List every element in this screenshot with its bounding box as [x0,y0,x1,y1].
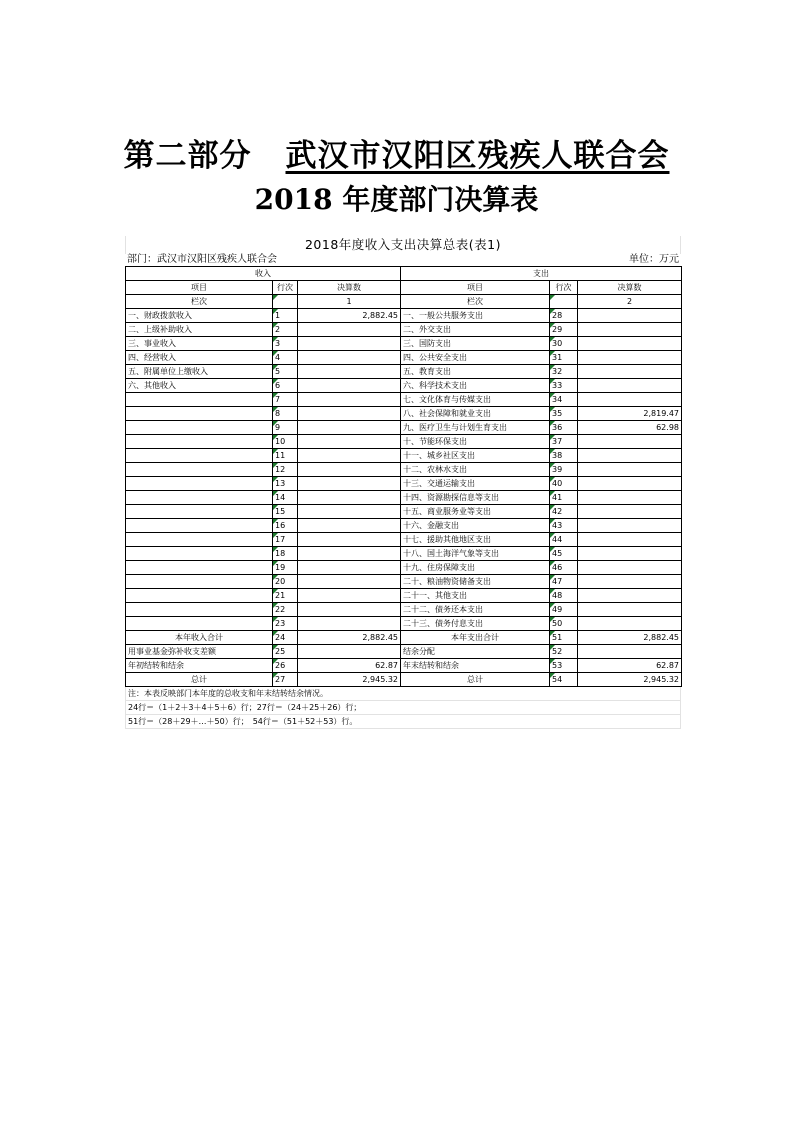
income-line: 11 [273,449,298,463]
income-amount [298,561,401,575]
expense-amount [578,561,682,575]
title-part: 第二部分 [123,138,252,174]
column-header-row [126,281,682,295]
expense-line: 44 [550,533,578,547]
income-amount [298,421,401,435]
expense-line: 38 [550,449,578,463]
expense-amount [578,309,682,323]
income-amount [298,547,401,561]
table-row [126,519,682,533]
income-line: 6 [273,379,298,393]
table-row [126,589,682,603]
income-total-line: 26 [273,659,298,673]
expense-item: 五、教育支出 [401,365,550,379]
expense-line: 43 [550,519,578,533]
income-total-item: 用事业基金弥补收支差额 [126,645,273,659]
income-item: 一、财政拨款收入 [126,309,273,323]
income-item [126,505,273,519]
expense-item: 十四、资源勘探信息等支出 [401,491,550,505]
income-line: 21 [273,589,298,603]
income-line: 10 [273,435,298,449]
expense-line: 40 [550,477,578,491]
income-item [126,603,273,617]
income-amount [298,365,401,379]
expense-line: 29 [550,323,578,337]
expense-line: 39 [550,463,578,477]
expense-amount [578,589,682,603]
expense-total-item: 总计 [401,673,550,687]
income-item [126,575,273,589]
page-title [0,136,793,176]
expense-line: 48 [550,589,578,603]
note-line: 51行＝（28＋29＋…＋50）行； 54行＝（51＋52＋53）行。 [125,715,681,729]
expense-amount [578,463,682,477]
expense-amount [578,547,682,561]
table-row [126,477,682,491]
income-line: 2 [273,323,298,337]
income-item [126,547,273,561]
total-row [126,659,682,673]
income-amount [298,463,401,477]
expense-amount [578,617,682,631]
expense-amount [578,337,682,351]
expense-item: 十、节能环保支出 [401,435,550,449]
income-line: 16 [273,519,298,533]
income-item [126,519,273,533]
income-item [126,561,273,575]
income-amount [298,505,401,519]
income-line: 13 [273,477,298,491]
income-total-item: 本年收入合计 [126,631,273,645]
income-item [126,463,273,477]
expense-index-blank [550,295,578,309]
table-row [126,435,682,449]
expense-line: 37 [550,435,578,449]
table-row [126,393,682,407]
expense-total-amount: 2,882.45 [578,631,682,645]
expense-total-amount [578,645,682,659]
income-amount [298,533,401,547]
income-item: 五、附属单位上缴收入 [126,365,273,379]
expense-line: 50 [550,617,578,631]
total-row [126,673,682,687]
income-amount [298,519,401,533]
income-line: 17 [273,533,298,547]
expense-amount: 62.98 [578,421,682,435]
income-amount [298,337,401,351]
column-index-row [126,295,682,309]
income-item [126,477,273,491]
income-item: 六、其他收入 [126,379,273,393]
expense-amount [578,575,682,589]
table-row [126,323,682,337]
table-body [126,309,682,687]
income-line: 23 [273,617,298,631]
income-amount: 2,882.45 [298,309,401,323]
expense-item: 七、文化体育与传媒支出 [401,393,550,407]
page-subtitle: 2018 年度部门决算表 [254,183,539,216]
income-line: 9 [273,421,298,435]
expense-amount [578,449,682,463]
expense-index-number: 2 [578,295,682,309]
table-row [126,491,682,505]
income-amount [298,435,401,449]
income-line: 15 [273,505,298,519]
income-line: 1 [273,309,298,323]
expense-total-item: 本年支出合计 [401,631,550,645]
table-title: 2018年度收入支出决算总表(表1) [125,236,681,254]
expense-amount [578,603,682,617]
income-amount [298,477,401,491]
income-total-line: 25 [273,645,298,659]
note-line: 24行＝（1＋2＋3＋4＋5＋6）行；27行＝（24＋25＋26）行； [125,701,681,715]
table-row [126,505,682,519]
expense-item: 八、社会保障和就业支出 [401,407,550,421]
unit-label: 单位：万元 [629,254,679,265]
budget-sheet [125,236,681,729]
income-item: 四、经营收入 [126,351,273,365]
income-total-amount: 2,945.32 [298,673,401,687]
income-amount [298,323,401,337]
table-row [126,463,682,477]
income-line: 8 [273,407,298,421]
table-row [126,337,682,351]
table-row [126,365,682,379]
income-total-amount: 2,882.45 [298,631,401,645]
expense-item: 十六、金融支出 [401,519,550,533]
expense-amount [578,351,682,365]
income-line: 3 [273,337,298,351]
expense-amount [578,393,682,407]
income-item [126,407,273,421]
income-total-item: 年初结转和结余 [126,659,273,673]
income-total-line: 27 [273,673,298,687]
expense-item: 一、一般公共服务支出 [401,309,550,323]
table-row [126,533,682,547]
expense-total-amount: 62.87 [578,659,682,673]
table-row [126,547,682,561]
income-amount [298,491,401,505]
expense-item: 十一、城乡社区支出 [401,449,550,463]
income-index-blank [273,295,298,309]
income-item [126,435,273,449]
title-org: 武汉市汉阳区残疾人联合会 [285,138,670,174]
expense-index-label: 栏次 [401,295,550,309]
table-row [126,407,682,421]
expense-line: 46 [550,561,578,575]
income-item [126,421,273,435]
expense-section-header: 支出 [401,267,682,281]
expense-line: 42 [550,505,578,519]
income-index-number: 1 [298,295,401,309]
table-row [126,603,682,617]
expense-amount: 2,819.47 [578,407,682,421]
income-line: 12 [273,463,298,477]
expense-line: 35 [550,407,578,421]
expense-item: 二十三、债务付息支出 [401,617,550,631]
expense-item: 十三、交通运输支出 [401,477,550,491]
expense-line: 30 [550,337,578,351]
expense-amount [578,533,682,547]
expense-item: 六、科学技术支出 [401,379,550,393]
income-total-item: 总计 [126,673,273,687]
income-amount [298,617,401,631]
income-amount [298,351,401,365]
expense-line: 33 [550,379,578,393]
table-row [126,379,682,393]
income-index-label: 栏次 [126,295,273,309]
table-meta [125,254,681,266]
income-item [126,491,273,505]
expense-total-amount: 2,945.32 [578,673,682,687]
expense-line: 47 [550,575,578,589]
expense-col-line: 行次 [550,281,578,295]
income-line: 4 [273,351,298,365]
income-item [126,533,273,547]
expense-total-line: 54 [550,673,578,687]
expense-item: 九、医疗卫生与计划生育支出 [401,421,550,435]
expense-amount [578,435,682,449]
income-line: 19 [273,561,298,575]
expense-total-line: 53 [550,659,578,673]
expense-line: 28 [550,309,578,323]
income-item [126,449,273,463]
expense-line: 34 [550,393,578,407]
total-row [126,631,682,645]
income-total-line: 24 [273,631,298,645]
income-col-amount: 决算数 [298,281,401,295]
table-row [126,309,682,323]
income-amount [298,575,401,589]
expense-line: 36 [550,421,578,435]
expense-amount [578,323,682,337]
expense-amount [578,477,682,491]
total-row [126,645,682,659]
income-line: 7 [273,393,298,407]
income-total-amount [298,645,401,659]
expense-item: 二十二、债务还本支出 [401,603,550,617]
note-line: 注：本表反映部门本年度的总收支和年末结转结余情况。 [125,687,681,701]
expense-total-line: 52 [550,645,578,659]
table-row [126,351,682,365]
income-line: 18 [273,547,298,561]
expense-item: 二十一、其他支出 [401,589,550,603]
expense-item: 十二、农林水支出 [401,463,550,477]
table-notes [125,687,681,729]
income-item [126,589,273,603]
expense-total-item: 年末结转和结余 [401,659,550,673]
income-line: 20 [273,575,298,589]
income-total-amount: 62.87 [298,659,401,673]
table-row [126,575,682,589]
expense-amount [578,379,682,393]
table-row [126,617,682,631]
expense-item: 三、国防支出 [401,337,550,351]
income-amount [298,407,401,421]
income-amount [298,393,401,407]
expense-item: 二、外交支出 [401,323,550,337]
expense-line: 49 [550,603,578,617]
income-expense-table [125,266,682,687]
expense-line: 32 [550,365,578,379]
expense-line: 45 [550,547,578,561]
income-item [126,617,273,631]
income-item: 二、上级补助收入 [126,323,273,337]
income-amount [298,449,401,463]
expense-total-item: 结余分配 [401,645,550,659]
expense-item: 十八、国土海洋气象等支出 [401,547,550,561]
expense-line: 41 [550,491,578,505]
income-line: 5 [273,365,298,379]
income-amount [298,589,401,603]
department-label: 部门：武汉市汉阳区残疾人联合会 [127,254,277,265]
expense-item: 十七、援助其他地区支出 [401,533,550,547]
income-section-header: 收入 [126,267,401,281]
income-line: 22 [273,603,298,617]
expense-col-amount: 决算数 [578,281,682,295]
income-col-line: 行次 [273,281,298,295]
expense-amount [578,505,682,519]
table-row [126,449,682,463]
expense-amount [578,491,682,505]
expense-amount [578,519,682,533]
income-col-item: 项目 [126,281,273,295]
expense-total-line: 51 [550,631,578,645]
income-amount [298,379,401,393]
expense-item: 二十、粮油物资储备支出 [401,575,550,589]
expense-item: 四、公共安全支出 [401,351,550,365]
expense-col-item: 项目 [401,281,550,295]
expense-line: 31 [550,351,578,365]
expense-item: 十五、商业服务业等支出 [401,505,550,519]
income-item: 三、事业收入 [126,337,273,351]
income-item [126,393,273,407]
section-header-row [126,267,682,281]
expense-amount [578,365,682,379]
income-amount [298,603,401,617]
table-row [126,421,682,435]
income-line: 14 [273,491,298,505]
expense-item: 十九、住房保障支出 [401,561,550,575]
table-row [126,561,682,575]
